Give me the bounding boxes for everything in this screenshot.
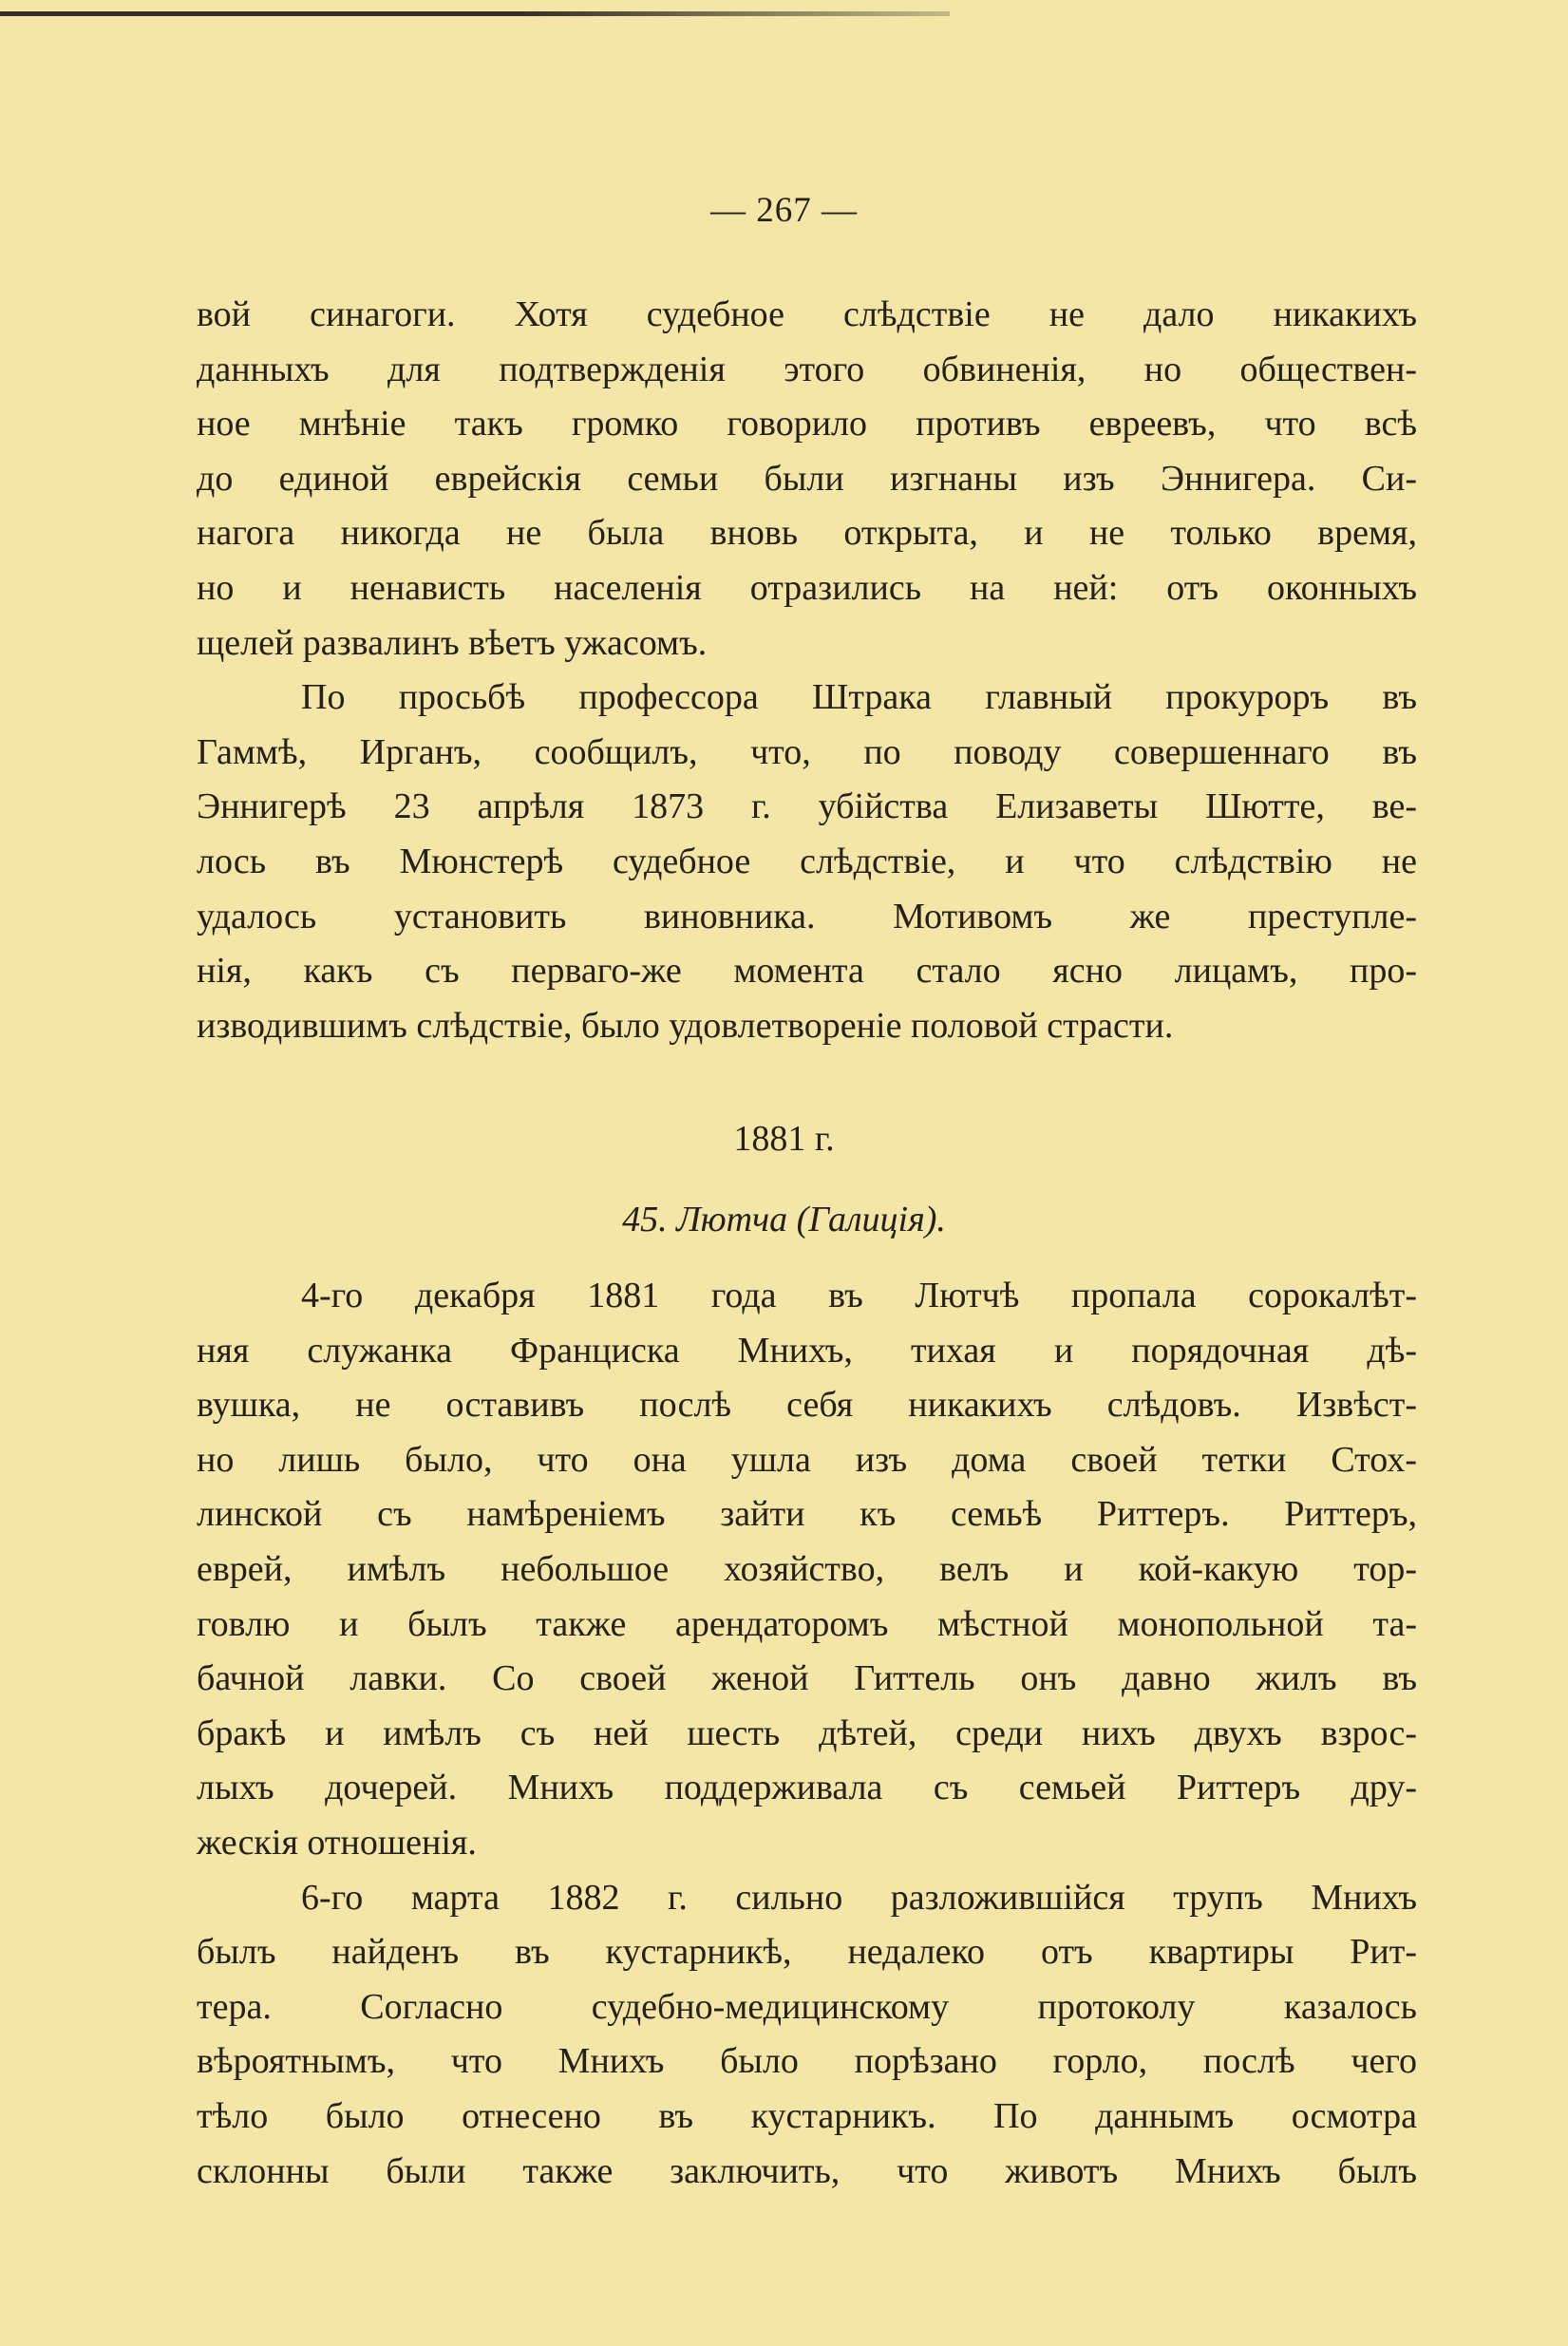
text-line: няя служанка Франциска Мнихъ, тихая и порядочная дѣ- bbox=[197, 1330, 1417, 1371]
text-line: лось въ Мюнстерѣ судебное слѣдствіе, и что слѣдствію не bbox=[197, 841, 1417, 881]
text-line: жескія отношенія. bbox=[197, 1822, 477, 1863]
text-line: Эннигерѣ 23 апрѣля 1873 г. убійства Елизаветы Шютте, ве- bbox=[197, 786, 1417, 827]
text-line: бачной лавки. Со своей женой Гиттель онъ давно жилъ въ bbox=[197, 1658, 1417, 1699]
text-line: нія, какъ съ перваго-же момента стало ясно лицамъ, про- bbox=[197, 951, 1417, 992]
text-line: 4-го декабря 1881 года въ Лютчѣ пропала сорокалѣт- bbox=[301, 1276, 1417, 1315]
text-line: вушка, не оставивъ послѣ себя никакихъ слѣдовъ. Извѣст- bbox=[197, 1385, 1417, 1426]
text-line: нагога никогда не была вновь открыта, и не только время, bbox=[197, 513, 1417, 554]
text-line: говлю и былъ также арендаторомъ мѣстной монопольной та- bbox=[197, 1603, 1417, 1644]
text-line: тѣло было отнесено въ кустарникъ. По даннымъ осмотра bbox=[197, 2095, 1417, 2136]
text-line: до единой еврейскія семьи были изгнаны изъ Эннигера. Си- bbox=[197, 458, 1417, 499]
top-edge-rule bbox=[0, 11, 950, 16]
text-line: тера. Согласно судебно-медицинскому протоколу казалось bbox=[197, 1986, 1417, 2027]
text-line: 6-го марта 1882 г. сильно разложившійся трупъ Мнихъ bbox=[301, 1877, 1417, 1918]
text-line: линской съ намѣреніемъ зайти къ семьѣ Риттеръ. Риттеръ, bbox=[197, 1494, 1417, 1535]
text-line: данныхъ для подтвержденія этого обвиненія, но обществен- bbox=[197, 349, 1417, 389]
text-line: Гаммѣ, Ирганъ, сообщилъ, что, по поводу совершеннаго въ bbox=[197, 731, 1417, 772]
text-line: еврей, имѣлъ небольшое хозяйство, велъ и кой-какую тор- bbox=[197, 1548, 1417, 1589]
text-line: ное мнѣніе такъ громко говорило противъ евреевъ, что всѣ bbox=[197, 404, 1417, 445]
text-line: По просьбѣ профессора Штрака главный прокуроръ въ bbox=[301, 677, 1417, 718]
text-line: щелей развалинъ вѣетъ ужасомъ. bbox=[197, 622, 708, 663]
text-line: но лишь было, что она ушла изъ дома своей тетки Стох- bbox=[197, 1439, 1417, 1480]
text-line: склонны были также заключить, что животъ Мнихъ былъ bbox=[197, 2150, 1417, 2191]
case-heading: 45. Лютча (Галиція). bbox=[622, 1200, 946, 1239]
text-line: изводившимъ слѣдствіе, было удовлетвореніе половой страсти. bbox=[197, 1005, 1174, 1046]
text-line: вой синагоги. Хотя судебное слѣдствіе не дало никакихъ bbox=[197, 294, 1417, 334]
page-number: — 267 — bbox=[710, 191, 858, 230]
text-line: удалось установить виновника. Мотивомъ же преступле- bbox=[197, 896, 1417, 937]
section-year-heading: 1881 г. bbox=[733, 1119, 835, 1159]
text-line: бракѣ и имѣлъ съ ней шесть дѣтей, среди нихъ двухъ взрос- bbox=[197, 1712, 1417, 1753]
text-block-continuation bbox=[197, 288, 1417, 1053]
text-line: вѣроятнымъ, что Мнихъ было порѣзано горло, послѣ чего bbox=[197, 2041, 1417, 2082]
text-line: но и ненависть населенія отразились на ней: отъ оконныхъ bbox=[197, 567, 1417, 608]
text-line: лыхъ дочерей. Мнихъ поддерживала съ семьей Риттеръ дру- bbox=[197, 1768, 1417, 1808]
text-line: былъ найденъ въ кустарникѣ, недалеко отъ квартиры Рит- bbox=[197, 1932, 1417, 1973]
text-block-case-45 bbox=[197, 1269, 1417, 2199]
